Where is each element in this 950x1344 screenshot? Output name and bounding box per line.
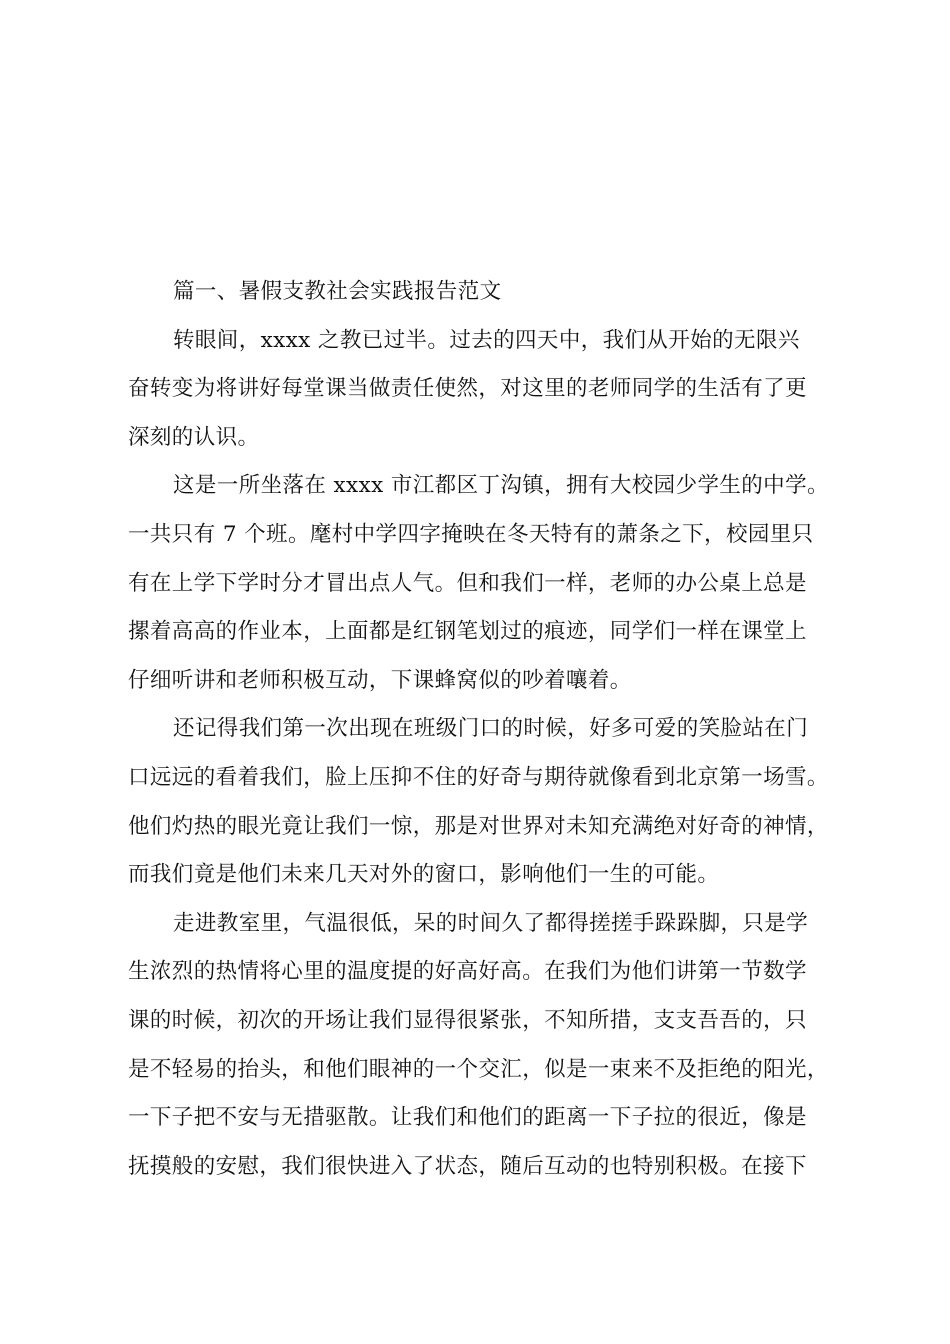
text-line: 他们灼热的眼光竟让我们一惊，那是对世界对未知充满绝对好奇的神情，: [128, 813, 829, 839]
text-line: 而我们竟是他们未来几天对外的窗口，影响他们一生的可能。: [128, 862, 720, 888]
text-line: 这是一所坐落在 xxxx 市江都区丁沟镇，拥有大校园少学生的中学。: [173, 473, 829, 499]
text-line: 是不轻易的抬头，和他们眼神的一个交汇，似是一束来不及拒绝的阳光，: [128, 1056, 829, 1082]
paragraph-lines: [128, 317, 832, 1192]
text-line: 一共只有 7 个班。麾村中学四字掩映在冬天特有的萧条之下，校园里只: [128, 521, 814, 547]
text-line: 走进教室里，气温很低，呆的时间久了都得搓搓手跺跺脚，只是学: [173, 910, 809, 936]
text-line: 生浓烈的热情将心里的温度提的好高好高。在我们为他们讲第一节数学: [128, 959, 807, 985]
text-line: 还记得我们第一次出现在班级门口的时候，好多可爱的笑脸站在门: [173, 716, 809, 742]
document-title: 篇一、暑假支教社会实践报告范文: [173, 279, 502, 304]
text-line: 一下子把不安与无措驱散。让我们和他们的距离一下子拉的很近，像是: [128, 1105, 807, 1131]
text-line: 转眼间，xxxx 之教已过半。过去的四天中，我们从开始的无限兴: [173, 327, 800, 353]
text-line: 有在上学下学时分才冒出点人气。但和我们一样，老师的办公桌上总是: [128, 570, 807, 596]
text-line: 口远远的看着我们，脸上压抑不住的好奇与期待就像看到北京第一场雪。: [128, 764, 829, 790]
text-line: 奋转变为将讲好每堂课当做责任使然，对这里的老师同学的生活有了更: [128, 376, 807, 402]
text-line: 深刻的认识。: [128, 424, 260, 450]
text-line: 课的时候，初次的开场让我们显得很紧张，不知所措，支支吾吾的，只: [128, 1007, 807, 1033]
text-line: 仔细听讲和老师积极互动，下课蜂窝似的吵着嚷着。: [128, 667, 632, 693]
text-line: 摞着高高的作业本，上面都是红钢笔划过的痕迹，同学们一样在课堂上: [128, 619, 807, 645]
text-line: 抚摸般的安慰，我们很快进入了状态，随后互动的也特别积极。在接下: [128, 1153, 807, 1179]
document-body: [128, 268, 832, 1191]
